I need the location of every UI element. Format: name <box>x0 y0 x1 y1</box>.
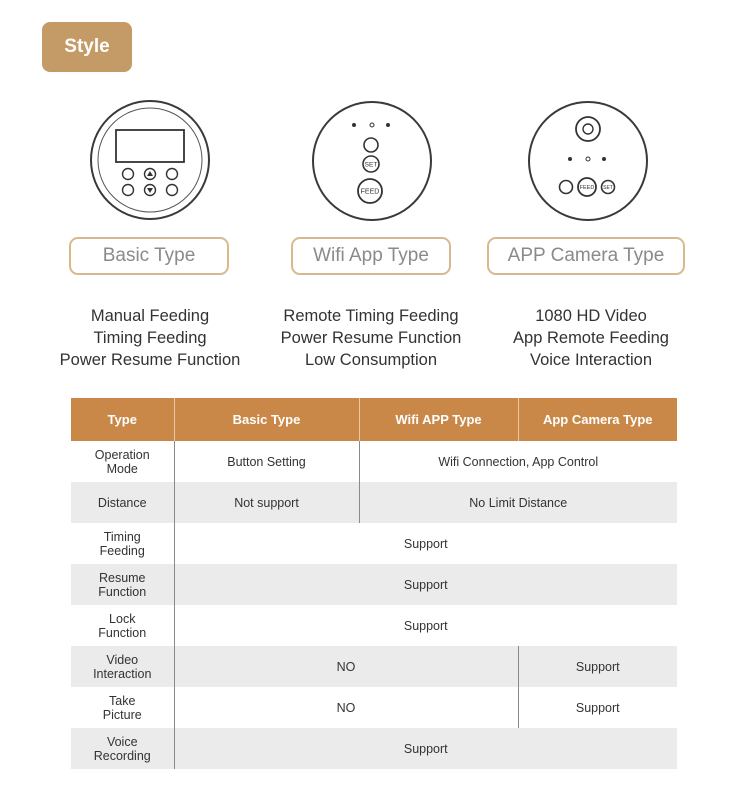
feed-button-label: FEED <box>360 188 380 196</box>
feature-item: Manual Feeding <box>90 307 210 325</box>
table-row <box>71 728 677 769</box>
feature-item: App Remote Feeding <box>513 329 669 347</box>
table-row <box>71 687 677 728</box>
camera-feeder-panel-icon <box>528 101 648 221</box>
camera-feature-list <box>490 305 692 371</box>
wifi-app-type-label <box>291 237 451 275</box>
table-cell: No Limit Distance <box>359 482 677 523</box>
row-label-line: Feeding <box>99 543 145 558</box>
header-basic-type: Basic Type <box>174 398 359 441</box>
wifi-app-type-text: Wifi App Type <box>313 245 429 266</box>
table-cell: Wifi Connection, App Control <box>359 441 677 482</box>
row-label: Distance <box>71 482 174 523</box>
set-button-label: SET <box>364 161 378 169</box>
app-camera-type-text: APP Camera Type <box>507 245 665 266</box>
table-row <box>71 441 677 482</box>
row-label-line: Lock <box>109 611 136 626</box>
row-label-line: Timing <box>103 529 141 544</box>
table-header-row <box>71 398 677 441</box>
feature-item: 1080 HD Video <box>535 307 647 325</box>
table-cell: NO <box>174 646 518 687</box>
table-cell: Support <box>518 687 677 728</box>
row-label <box>71 728 174 769</box>
table-cell: Support <box>174 564 677 605</box>
row-label <box>71 441 174 482</box>
header-type: Type <box>71 398 174 441</box>
row-label-line: Mode <box>106 461 138 476</box>
table-cell: Support <box>174 728 677 769</box>
table-cell: Support <box>174 605 677 646</box>
basic-type-text: Basic Type <box>102 245 196 266</box>
table-row <box>71 564 677 605</box>
header-app-camera-type: App Camera Type <box>518 398 677 441</box>
row-label-line: Function <box>98 584 147 599</box>
wifi-feeder-panel-icon <box>312 101 432 221</box>
basic-feeder-panel-icon <box>90 100 210 220</box>
basic-feature-list <box>48 305 252 371</box>
basic-type-label <box>69 237 229 275</box>
header-wifi-app-type: Wifi APP Type <box>359 398 518 441</box>
row-label <box>71 605 174 646</box>
feature-item: Power Resume Function <box>59 351 241 369</box>
row-label-line: Video <box>106 652 139 667</box>
style-badge <box>42 22 132 72</box>
table-row <box>71 523 677 564</box>
table-cell: Not support <box>174 482 359 523</box>
feature-item: Low Consumption <box>304 351 438 369</box>
table-row <box>71 646 677 687</box>
row-label-line: Interaction <box>93 666 152 681</box>
table-row <box>71 482 677 523</box>
row-label <box>71 646 174 687</box>
set-button-label: SET <box>603 185 613 191</box>
comparison-table <box>71 398 677 769</box>
row-label <box>71 564 174 605</box>
table-cell: Button Setting <box>174 441 359 482</box>
row-label-line: Recording <box>93 748 151 763</box>
row-label-line: Voice <box>106 734 138 749</box>
table-row <box>71 605 677 646</box>
feed-button-label: FEED <box>579 185 595 191</box>
app-camera-type-label <box>487 237 685 275</box>
feature-item: Remote Timing Feeding <box>283 307 459 325</box>
feature-item: Timing Feeding <box>93 329 207 347</box>
table-cell: Support <box>518 646 677 687</box>
table-cell: Support <box>174 523 677 564</box>
feature-item: Voice Interaction <box>530 351 652 369</box>
row-label-line: Picture <box>102 707 142 722</box>
row-label <box>71 523 174 564</box>
row-label-line: Function <box>98 625 147 640</box>
table-cell: NO <box>174 687 518 728</box>
row-label-line: Operation <box>94 447 150 462</box>
feature-item: Power Resume Function <box>280 329 462 347</box>
row-label <box>71 687 174 728</box>
wifi-feature-list <box>270 305 472 371</box>
row-label-line: Resume <box>98 570 146 585</box>
row-label-line: Take <box>109 693 136 708</box>
style-badge-label: Style <box>64 36 110 57</box>
